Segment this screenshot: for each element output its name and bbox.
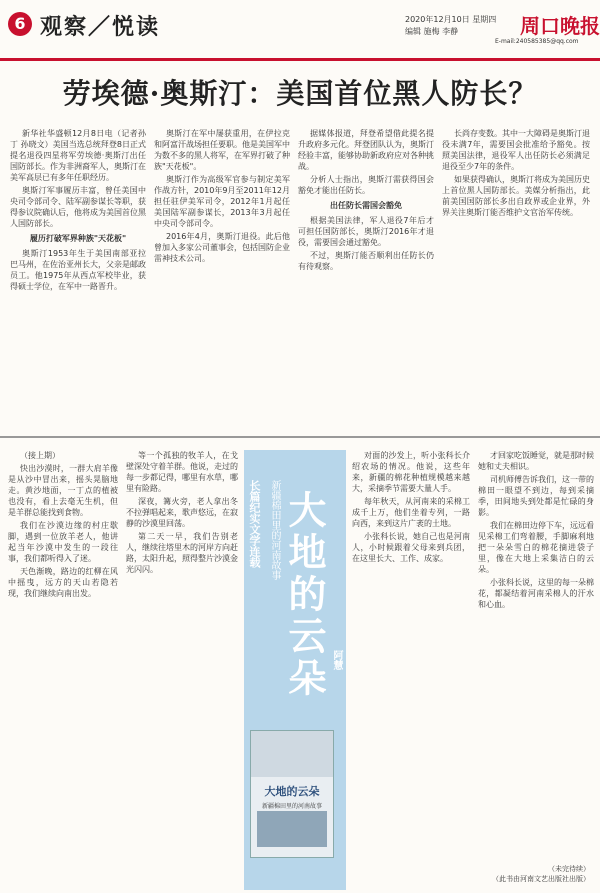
paragraph: 小张科长说，她自己也是河南人，小时候跟着父母来到兵团，在这里长大、工作、成家。	[352, 532, 470, 563]
issue-date: 2020年12月10日 星期四	[405, 15, 497, 24]
serial-column-3	[352, 450, 470, 888]
article1-column-3	[298, 128, 434, 424]
serial-label: 长篇纪实文学连载	[248, 480, 261, 568]
paragraph: 我们在沙漠边缘的村庄歇脚，遇到一位放羊老人，他讲起当年沙漠中发生的一段往事，我们都听得入了迷。	[8, 521, 118, 563]
paragraph: 深夜，篝火旁，老人拿出冬不拉弹唱起来，歌声悠远，在寂静的沙漠里回荡。	[126, 497, 238, 528]
serial-column-2	[126, 450, 238, 888]
article1-column-4	[442, 128, 590, 424]
credit-note	[492, 864, 590, 884]
page-header	[0, 0, 600, 64]
paragraph: 每年秋天，从河南来的采棉工成千上万，他们坐着专列，一路向西，来到这片广袤的土地。	[352, 497, 470, 528]
contact-email: E-mail:240585385@qq.com	[495, 38, 579, 45]
paragraph: 根据美国法律，军人退役7年后才可担任国防部长，奥斯汀2016年才退役，需要国会通过豁免。	[298, 216, 434, 247]
paragraph: 天色渐晚，路边的红柳在风中摇曳，远方的天山若隐若现，我们继续向南出发。	[8, 567, 118, 598]
paragraph: 小张科长说，这里的每一朵棉花，都凝结着河南采棉人的汗水和心血。	[478, 578, 594, 609]
paragraph: 第二天一早，我们告别老人，继续往塔里木的河岸方向赶路，太阳升起，照得整片沙漠金光闪闪。	[126, 532, 238, 574]
book-cover-image	[250, 730, 334, 858]
paragraph: 分析人士指出，奥斯汀需获得国会豁免才能出任防长。	[298, 175, 434, 195]
cover-photo	[257, 811, 327, 847]
article1-column-2	[154, 128, 290, 424]
subheading: 出任防长需国会豁免	[330, 201, 402, 210]
serial-article	[8, 450, 594, 890]
book-subtitle: 新疆棉田里的河南故事	[269, 480, 280, 580]
to-be-continued: （未完待续）	[548, 865, 590, 873]
header-divider	[0, 58, 600, 61]
newspaper-logo: 周口晚报	[520, 14, 600, 38]
paragraph: 对面的沙发上，听小张科长介绍农场的情况。他说，这些年来，新疆的棉花种植规模越来越大，采摘季节需要大量人手。	[352, 451, 470, 493]
serial-column-1	[8, 450, 118, 888]
paragraph: 快出沙漠时，一群大肩羊像是从沙中冒出来，摇头晃脑地走。黄沙地面，一丁点的植被也没有，看上去毫无生机，但是羊群总能找到食物。	[8, 464, 118, 517]
paragraph: 奥斯汀在军中屡获重用，在伊拉克和阿富汗战场担任要职。他是美国军中为数不多的黑人将军，在军界打破了种族"天花板"。	[154, 129, 290, 171]
book-title: 大地的云朵	[282, 490, 327, 700]
paragraph: 奥斯汀作为高级军官参与制定美军作战方针，2010年9月至2011年12月担任驻伊美军司令，2012年1月起任美国陆军副参谋长，2013年3月起任中央司令部司令。	[154, 175, 290, 228]
paragraph: 长尚存变数。其中一大障碍是奥斯汀退役未满7年，需要国会批准给予豁免。按照美国法律，退役军人出任防长必须满足退役至少7年的条件。	[442, 129, 590, 171]
article-headline: 劳埃德·奥斯汀：美国首位黑人防长？	[62, 77, 538, 110]
issue-meta	[405, 14, 496, 38]
book-author: 阿慧	[331, 650, 342, 670]
section-divider	[0, 436, 600, 438]
page-number: 6	[8, 12, 32, 36]
paragraph: 不过，奥斯汀能否顺利出任防长仍有待观察。	[298, 251, 434, 271]
cover-title: 大地的云朵	[264, 785, 320, 798]
section-title: 观察／悦读	[40, 14, 161, 40]
paragraph: 2016年4月，奥斯汀退役。此后他曾加入多家公司董事会，包括国防企业雷神技术公司。	[154, 232, 290, 263]
paragraph: 我们在棉田边停下车，远远看见采棉工们弯着腰，手脚麻利地把一朵朵雪白的棉花摘进袋子里，像在大地上采集洁白的云朵。	[478, 521, 594, 574]
editor-names: 编辑 施梅 李静	[405, 27, 459, 36]
subheading: 履历打破军界种族"天花板"	[29, 234, 127, 243]
paragraph: 据媒体报道，拜登希望借此提名提升政府多元化。拜登团队认为，奥斯汀经验丰富，能够协助新政府应对各种挑战。	[298, 129, 434, 171]
paragraph: 才回家吃饭睡觉，就是那时候她和丈夫相识。	[478, 451, 594, 471]
article1-column-1	[10, 128, 146, 424]
paragraph: 奥斯汀1953年生于美国南部亚拉巴马州，在佐治亚州长大，父亲是邮政员工。他1975年从西点军校毕业，获得硕士学位，在军中一路晋升。	[10, 249, 146, 291]
cover-sky	[251, 731, 333, 777]
paragraph: 司机师傅告诉我们，这一带的棉田一眼望不到边，每到采摘季，田间地头到处都是忙碌的身影。	[478, 475, 594, 517]
paragraph: 如果获得确认，奥斯汀将成为美国历史上首位黑人国防部长。美媒分析指出，此前美国国防部长多出自政界或企业界，外界关注奥斯汀能否维护文官治军传统。	[442, 175, 590, 217]
cover-subtitle: 新疆棉田里的河南故事	[261, 803, 322, 810]
serial-column-4	[478, 450, 594, 860]
paragraph: （接上期）	[20, 451, 60, 460]
paragraph: 等一个孤独的牧羊人，在戈壁深处守着羊群。他说，走过的每一步都记得，哪里有水草，哪里有险路。	[126, 451, 238, 493]
publisher-note: （此书由河南文艺出版社出版）	[492, 875, 590, 883]
paragraph: 新华社华盛顿12月8日电（记者孙丁 孙晓文）美国当选总统拜登8日正式提名退役四星将军劳埃德·奥斯汀出任国防部长。作为非洲裔军人，奥斯汀在美军高层已有多年任职经历。	[10, 129, 146, 182]
paragraph: 奥斯汀军事履历丰富，曾任美国中央司令部司令、陆军副参谋长等职，获得参议院确认后，他将成为美国首位黑人国防部长。	[10, 186, 146, 228]
